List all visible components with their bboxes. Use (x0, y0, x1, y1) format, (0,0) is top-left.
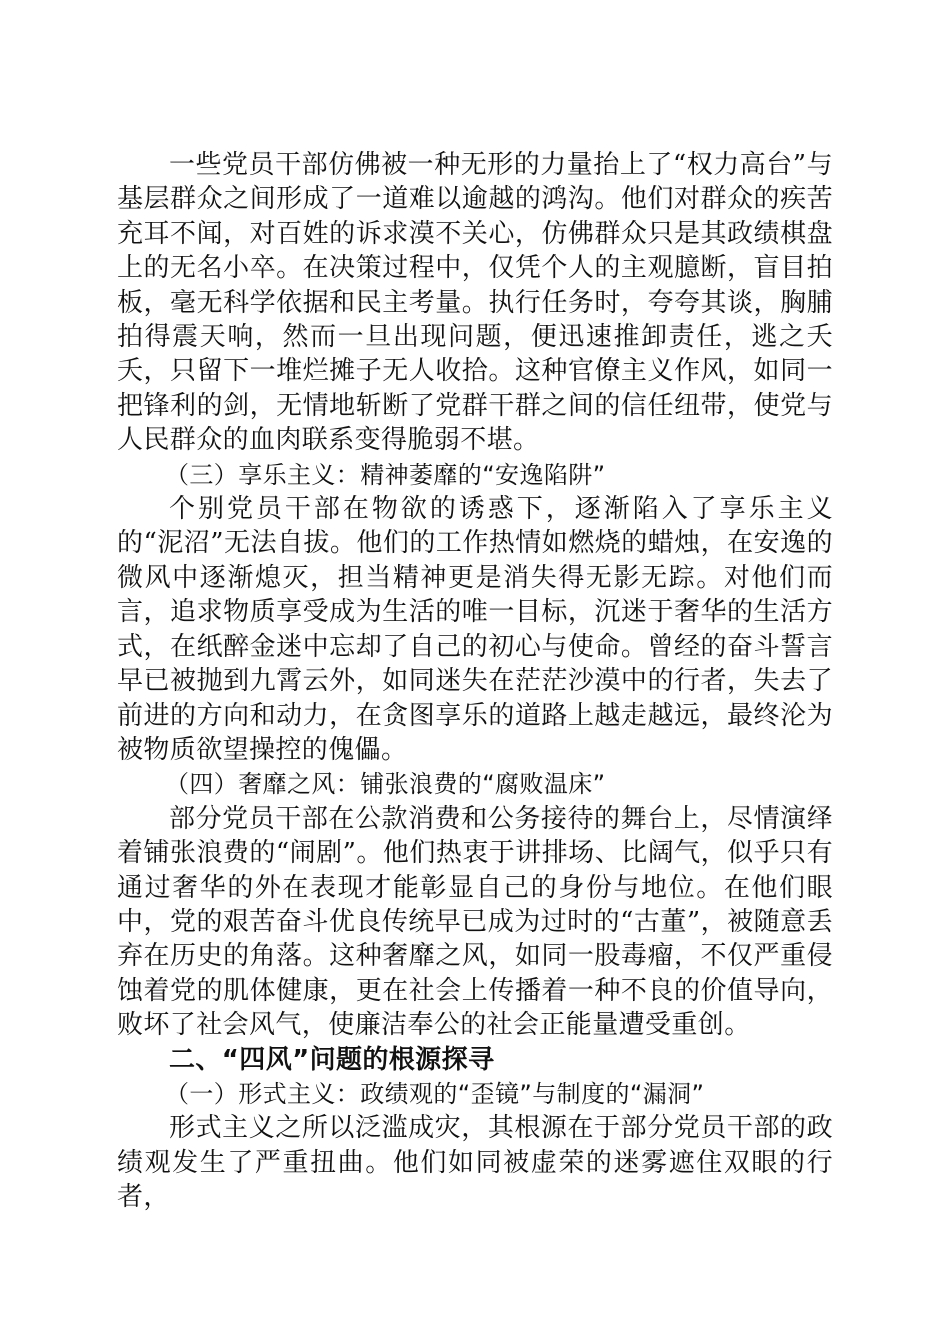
paragraph-hedonism: 个别党员干部在物欲的诱惑下，逐渐陷入了享乐主义的“泥沼”无法自拔。他们的工作热情如燃烧的蜡烛，在安逸的微风中逐渐熄灭，担当精神更是消失得无影无踪。对他们而言，追求物质享受成为生活的唯一目标，沉迷于奢华的生活方式，在纸醉金迷中忘却了自己的初心与使命。曾经的奋斗誓言早已被抛到九霄云外，如同迷失在茫茫沙漠中的行者，失去了前进的方向和动力，在贪图享乐的道路上越走越远，最终沦为被物质欲望操控的傀儡。 (117, 494, 833, 765)
section-heading-root-causes: 二、“四风”问题的根源探寻 (169, 1044, 495, 1075)
paragraph-extravagance: 部分党员干部在公款消费和公务接待的舞台上，尽情演绎着铺张浪费的“闹剧”。他们热衷于讲排场、比阔气，似乎只有通过奢华的外在表现才能彰显自己的身份与地位。在他们眼中，党的艰苦奋斗优良传统早已成为过时的“古董”，被随意丢弃在历史的角落。这种奢靡之风，如同一股毒瘤，不仅严重侵蚀着党的肌体健康，更在社会上传播着一种不良的价值导向，败坏了社会风气，使廉洁奉公的社会正能量遭受重创。 (117, 803, 833, 1041)
heading-extravagance: （四）奢靡之风：铺张浪费的“腐败温床” (165, 770, 606, 799)
heading-formalism-roots: （一）形式主义：政绩观的“歪镜”与制度的“漏洞” (165, 1079, 705, 1108)
document-body (117, 148, 833, 1215)
paragraph-bureaucratism: 一些党员干部仿佛被一种无形的力量抬上了“权力高台”与基层群众之间形成了一道难以逾越的鸿沟。他们对群众的疾苦充耳不闻，对百姓的诉求漠不关心，仿佛群众只是其政绩棋盘上的无名小卒。在决策过程中，仅凭个人的主观臆断，盲目拍板，毫无科学依据和民主考量。执行任务时，夸夸其谈，胸脯拍得震天响，然而一旦出现问题，便迅速推卸责任，逃之夭夭，只留下一堆烂摊子无人收拾。这种官僚主义作风，如同一把锋利的剑，无情地斩断了党群干群之间的信任纽带，使党与人民群众的血肉联系变得脆弱不堪。 (117, 150, 833, 456)
paragraph-formalism-roots: 形式主义之所以泛滥成灾，其根源在于部分党员干部的政绩观发生了严重扭曲。他们如同被虚荣的迷雾遮住双眼的行者， (117, 1113, 833, 1213)
heading-hedonism: （三）享乐主义：精神萎靡的“安逸陷阱” (165, 460, 606, 489)
